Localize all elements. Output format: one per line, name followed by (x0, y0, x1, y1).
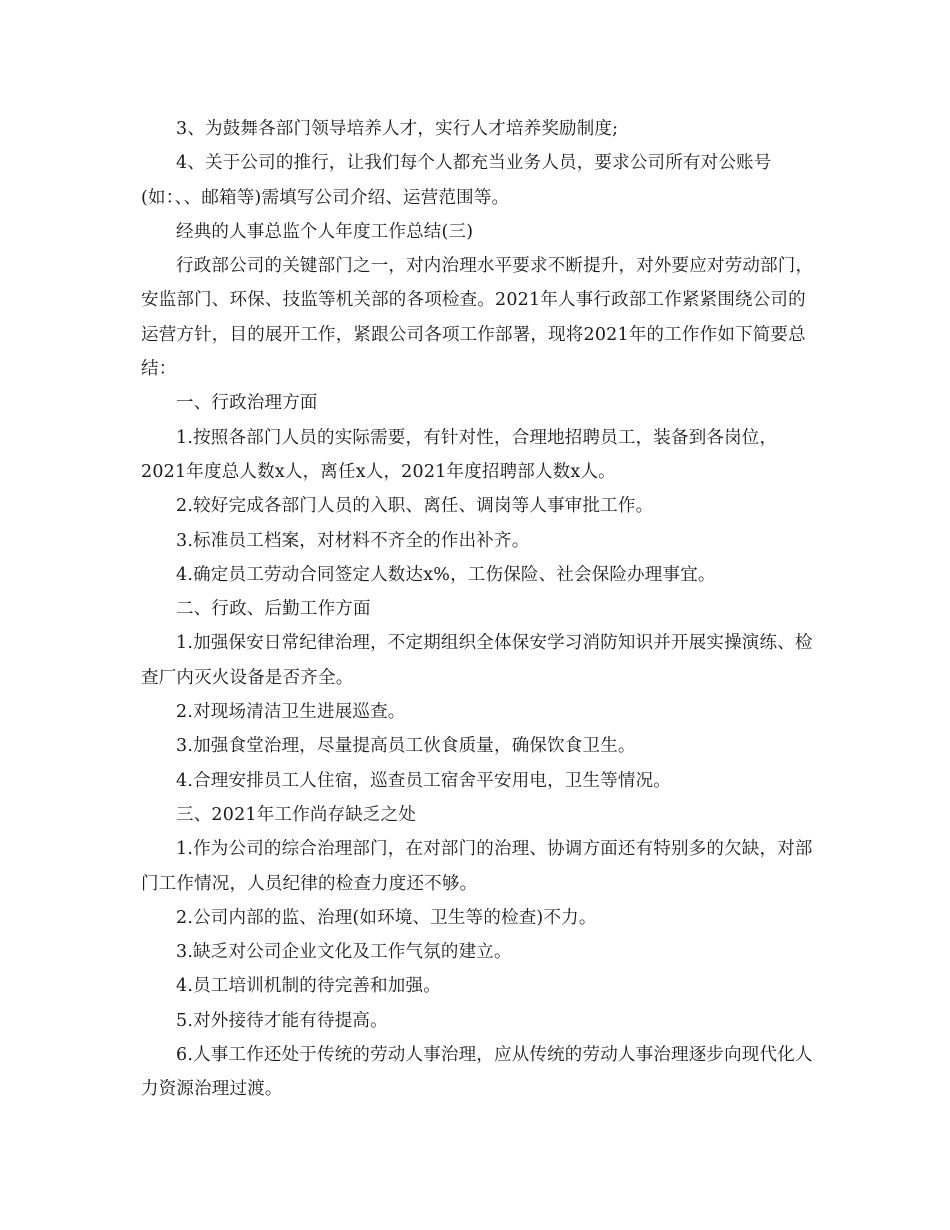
logistics-item-2: 2.对现场清洁卫生进展巡查。 (176, 702, 406, 723)
logistics-item-3: 3.加强食堂治理，尽量提高员工伙食质量，确保饮食卫生。 (176, 736, 636, 757)
paragraph-item-4: 4、关于公司的推行，让我们每个人都充当业务人员，要求公司所有对公账号(如：、、邮箱等)需填写公司介绍、运营范围等。 (141, 153, 772, 208)
shortcoming-item-2: 2.公司内部的监、治理(如环境、卫生等的检查)不力。 (176, 907, 597, 928)
intro-paragraph: 行政部公司的关键部门之一，对内治理水平要求不断提升，对外要应对劳动部门，安监部门、环保、技监等机关部的各项检查。2021年人事行政部工作紧紧围绕公司的运营方针，目的展开工作，紧跟公司各项工作部署，现将2021年的工作作如下简要总结： (141, 256, 814, 380)
admin-item-3: 3.标准员工档案，对材料不齐全的作出补齐。 (176, 530, 530, 551)
section-title: 经典的人事总监个人年度工作总结(三) (176, 221, 474, 242)
admin-item-1: 1.按照各部门人员的实际需要，有针对性，合理地招聘员工，装备到各岗位，2021年度总人数x人，离任x人，2021年度招聘部人数x人。 (141, 427, 778, 482)
paragraph-item-3: 3、为鼓舞各部门领导培养人才，实行人才培养奖励制度; (176, 119, 619, 139)
shortcoming-item-3: 3.缺乏对公司企业文化及工作气氛的建立。 (176, 942, 512, 963)
shortcoming-item-6: 6.人事工作还处于传统的劳动人事治理，应从传统的劳动人事治理逐步向现代化人力资源治理过渡。 (141, 1045, 813, 1100)
logistics-item-1: 1.加强保安日常纪律治理，不定期组织全体保安学习消防知识并开展实操演练、检查厂内灭火设备是否齐全。 (141, 633, 813, 688)
shortcoming-item-5: 5.对外接待才能有待提高。 (176, 1010, 388, 1031)
heading-shortcomings: 三、2021年工作尚存缺乏之处 (176, 804, 417, 825)
admin-item-2: 2.较好完成各部门人员的入职、离任、调岗等人事审批工作。 (176, 496, 654, 517)
heading-logistics: 二、行政、后勤工作方面 (176, 599, 371, 620)
logistics-item-4: 4.合理安排员工人住宿，巡查员工宿舍平安用电，卫生等情况。 (176, 770, 671, 791)
heading-admin-management: 一、行政治理方面 (176, 393, 318, 414)
admin-item-4: 4.确定员工劳动合同签定人数达x%，工伤保险、社会保险办理事宜。 (176, 564, 716, 585)
document-body (141, 112, 821, 1107)
shortcoming-item-1: 1.作为公司的综合治理部门，在对部门的治理、协调方面还有特别多的欠缺，对部门工作情况，人员纪律的检查力度还不够。 (141, 839, 813, 894)
shortcoming-item-4: 4.员工培训机制的待完善和加强。 (176, 976, 441, 997)
